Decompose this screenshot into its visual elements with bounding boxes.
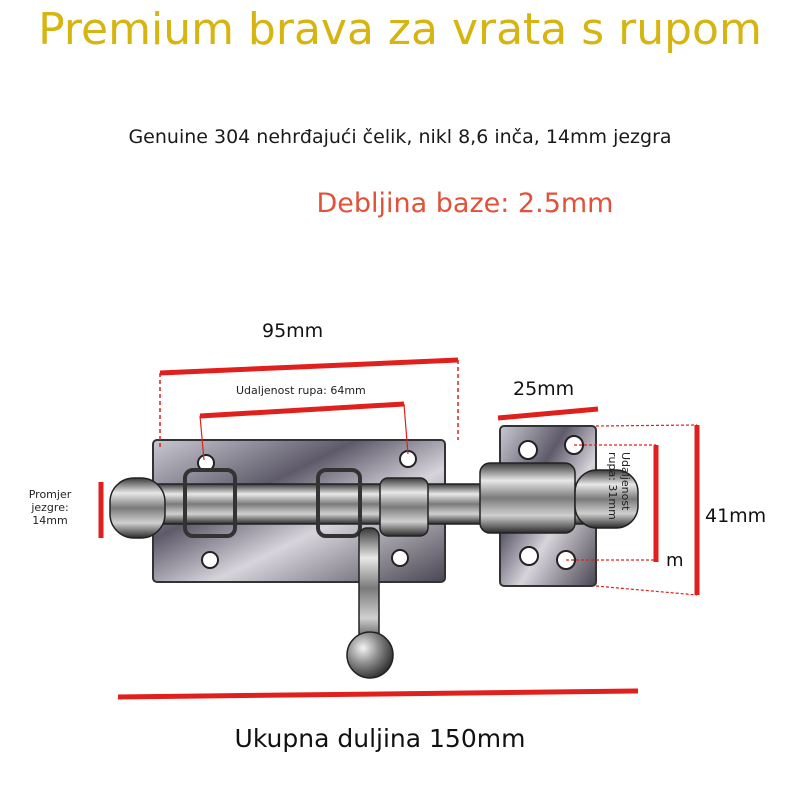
- core-diameter-label: Promjer jezgre: 14mm: [28, 488, 72, 527]
- hole-distance-label: Udaljenost rupa: 64mm: [236, 384, 366, 397]
- keeper-hole-distance-label: Udaljenost rupa: 31mm: [606, 452, 632, 520]
- product-title: Premium brava za vrata s rupom: [38, 4, 762, 55]
- keeper-width-label: 25mm: [513, 378, 575, 400]
- total-length-label: Ukupna duljina 150mm: [234, 724, 526, 753]
- keeper-hole-distance-suffix: m: [666, 550, 684, 571]
- product-subtitle: Genuine 304 nehrđajući čelik, nikl 8,6 inča, 14mm jezgra: [128, 126, 672, 148]
- base-thickness-label: Debljina baze: 2.5mm: [316, 188, 614, 219]
- plate-width-label: 95mm: [262, 320, 324, 342]
- height-label: 41mm: [705, 505, 767, 527]
